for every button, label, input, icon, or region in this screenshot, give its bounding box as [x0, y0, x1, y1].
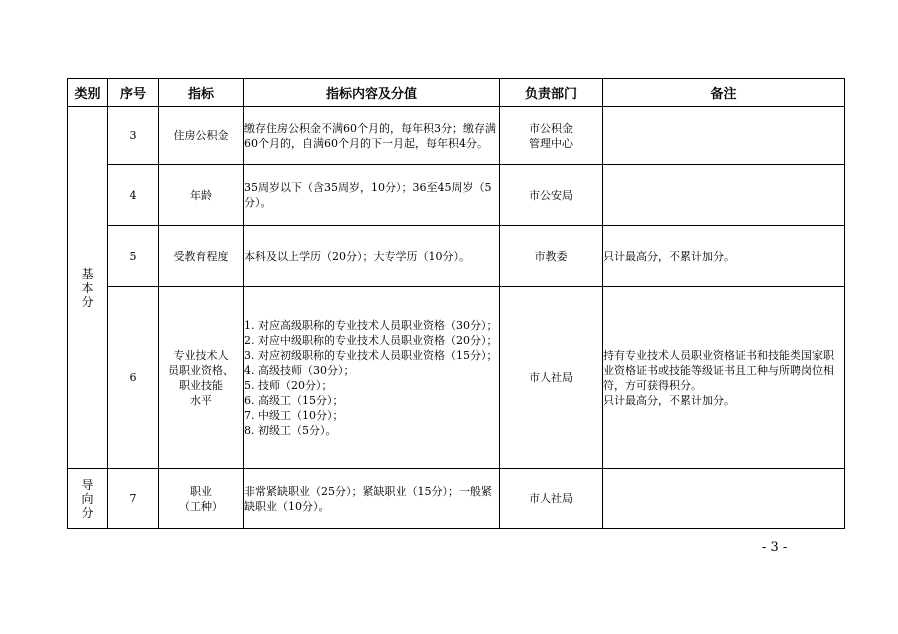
category-guide-label: 导向分 [81, 477, 94, 520]
category-basic [68, 107, 108, 469]
col-header-category: 类别 [68, 79, 108, 107]
dept-cell: 市人社局 [500, 287, 603, 469]
content-cell: 35周岁以下（含35周岁，10分）；36至45周岁（5分）。 [244, 165, 500, 226]
col-header-indicator: 指标 [159, 79, 244, 107]
seq-cell: 7 [108, 469, 159, 529]
table-row [68, 226, 845, 287]
table-row [68, 287, 845, 469]
category-basic-label: 基本分 [81, 266, 94, 309]
dept-cell: 市教委 [500, 226, 603, 287]
remarks-cell [603, 107, 845, 165]
seq-cell: 5 [108, 226, 159, 287]
content-cell: 1. 对应高级职称的专业技术人员职业资格（30分）； 2. 对应中级职称的专业技术人员职业资格（20分）； 3. 对应初级职称的专业技术人员职业资格（15分）； 4. 高级技师（30分）； 5. 技师（20分）； 6. 高级工（15分）； 7. 中级工（10分）； 8. 初级工（5分）。 [244, 287, 500, 469]
col-header-remarks: 备注 [603, 79, 845, 107]
content-cell: 非常紧缺职业（25分）；紧缺职业（15分）；一般紧缺职业（10分）。 [244, 469, 500, 529]
table-row [68, 165, 845, 226]
col-header-seq: 序号 [108, 79, 159, 107]
remarks-cell [603, 165, 845, 226]
dept-cell: 市人社局 [500, 469, 603, 529]
indicator-cell: 住房公积金 [159, 107, 244, 165]
page-number: - 3 - [762, 540, 788, 555]
indicator-cell: 受教育程度 [159, 226, 244, 287]
col-header-dept: 负责部门 [500, 79, 603, 107]
seq-cell: 3 [108, 107, 159, 165]
header-row [68, 79, 845, 107]
table-row [68, 469, 845, 529]
indicator-cell: 年龄 [159, 165, 244, 226]
table-row [68, 107, 845, 165]
seq-cell: 4 [108, 165, 159, 226]
category-guide [68, 469, 108, 529]
indicator-cell: 职业 （工种） [159, 469, 244, 529]
content-cell: 缴存住房公积金不满60个月的，每年积3分；缴存满60个月的，自满60个月的下一月起，每年积4分。 [244, 107, 500, 165]
indicator-cell: 专业技术人 员职业资格、 职业技能 水平 [159, 287, 244, 469]
dept-cell: 市公积金 管理中心 [500, 107, 603, 165]
remarks-cell: 只计最高分，不累计加分。 [603, 226, 845, 287]
dept-cell: 市公安局 [500, 165, 603, 226]
remarks-cell: 持有专业技术人员职业资格证书和技能类国家职业资格证书或技能等级证书且工种与所聘岗位相符，方可获得积分。 只计最高分，不累计加分。 [603, 287, 845, 469]
content-cell: 本科及以上学历（20分）；大专学历（10分）。 [244, 226, 500, 287]
remarks-cell [603, 469, 845, 529]
points-table [67, 78, 845, 529]
col-header-content: 指标内容及分值 [244, 79, 500, 107]
seq-cell: 6 [108, 287, 159, 469]
